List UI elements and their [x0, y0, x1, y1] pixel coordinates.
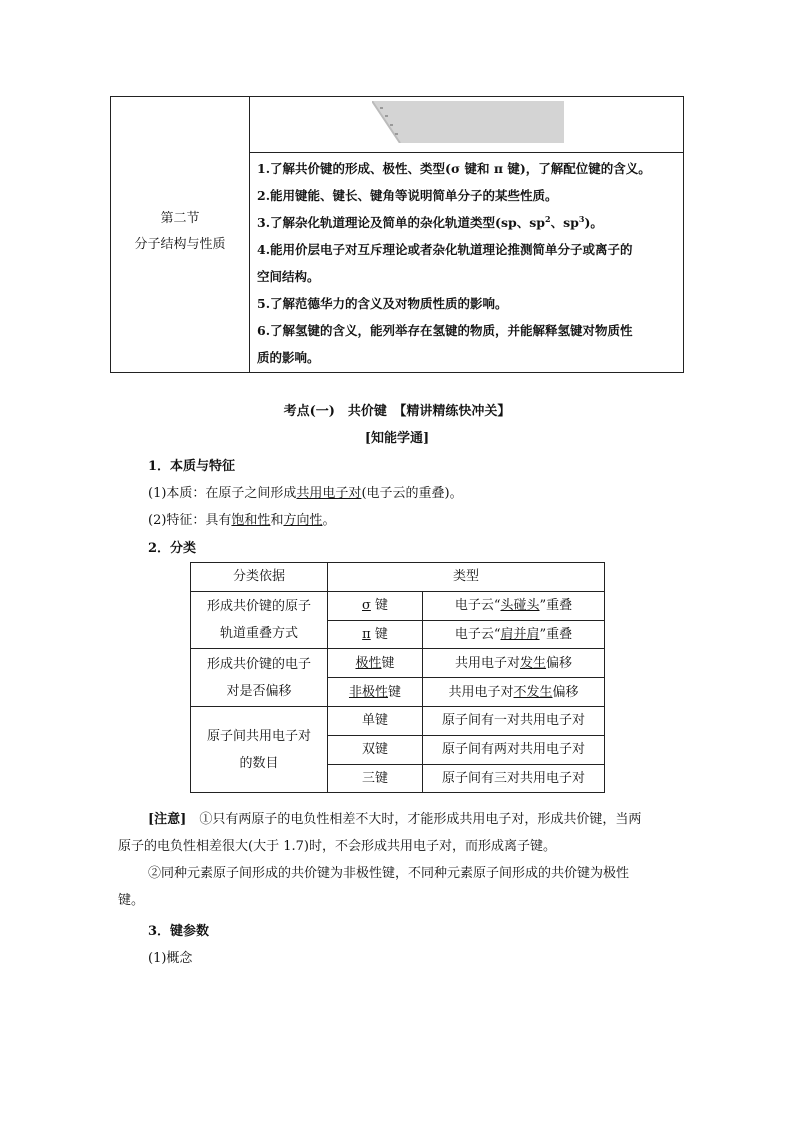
- desc-sigma: 电子云“头碰头”重叠: [423, 591, 605, 620]
- goal-5: 5.了解范德华力的含义及对物质性质的影响。: [257, 296, 508, 311]
- topic-subtitle: [知能学通]: [364, 431, 430, 446]
- section-cell: [111, 97, 250, 372]
- note-block: [118, 806, 678, 914]
- col-type-header: 类型: [328, 563, 605, 592]
- topic-title: 考点(一) 共价键 【精讲精练快冲关】: [283, 404, 511, 419]
- goal-2: 2.能用键能、键长、键角等说明简单分子的某些性质。: [257, 188, 558, 203]
- goal-4: 4.能用价层电子对互斥理论或者杂化轨道理论推测简单分子或离子的: [257, 242, 633, 257]
- desc-pi: 电子云“肩并肩”重叠: [423, 620, 605, 649]
- type-polar: 极性键: [328, 649, 423, 678]
- s3-sub: (1)概念: [148, 951, 193, 966]
- group-electron-shift: 形成共价键的电子 对是否偏移: [191, 649, 328, 707]
- s1-heading: 1．本质与特征: [148, 459, 236, 474]
- s1-feature: (2)特征：具有饱和性和方向性。: [148, 513, 336, 528]
- goal-1: 1.了解共价键的形成、极性、类型(σ 键和 π 键)，了解配位键的含义。: [257, 161, 651, 176]
- type-single: 单键: [328, 706, 423, 735]
- section-number: 第二节: [160, 211, 200, 226]
- desc-double: 原子间有两对共用电子对: [423, 735, 605, 764]
- header-table: [110, 96, 684, 373]
- section-title: 分子结构与性质: [134, 237, 226, 252]
- type-double: 双键: [328, 735, 423, 764]
- goal-4-cont: 空间结构。: [257, 269, 320, 284]
- type-sigma: σ 键: [328, 591, 423, 620]
- group-orbital-overlap: 形成共价键的原子 轨道重叠方式: [191, 591, 328, 649]
- note-2-line-2: 键。: [118, 893, 145, 908]
- type-triple: 三键: [328, 764, 423, 793]
- note-1-line-1: [注意] ①只有两原子的电负性相差不大时，才能形成共用电子对，形成共价键，当两: [148, 812, 642, 827]
- desc-nonpolar: 共用电子对不发生偏移: [423, 678, 605, 707]
- goal-6: 6.了解氢键的含义，能列举存在氢键的物质，并能解释氢键对物质性: [257, 323, 633, 338]
- desc-single: 原子间有一对共用电子对: [423, 706, 605, 735]
- goal-6-cont: 质的影响。: [257, 350, 320, 365]
- classification-table: [190, 562, 605, 793]
- note-2-line-1: ②同种元素原子间形成的共价键为非极性键，不同种元素原子间形成的共价键为极性: [148, 866, 630, 881]
- desc-polar: 共用电子对发生偏移: [423, 649, 605, 678]
- s1-essence: (1)本质：在原子之间形成共用电子对(电子云的重叠)。: [148, 486, 463, 501]
- s3-heading: 3．键参数: [148, 924, 210, 939]
- group-pair-count: 原子间共用电子对 的数目: [191, 706, 328, 792]
- learning-goals: [257, 155, 681, 371]
- col-basis-header: 分类依据: [191, 563, 328, 592]
- s2-heading: 2．分类: [148, 541, 197, 556]
- note-1-line-2: 原子的电负性相差很大(大于 1.7)时，不会形成共用电子对，而形成离子键。: [118, 839, 556, 854]
- desc-triple: 原子间有三对共用电子对: [423, 764, 605, 793]
- type-nonpolar: 非极性键: [328, 678, 423, 707]
- banner-graphic: [372, 101, 564, 143]
- banner-cell: [249, 97, 683, 153]
- type-pi: π 键: [328, 620, 423, 649]
- goal-3: 3.了解杂化轨道理论及简单的杂化轨道类型(sp、$sp^2$、$sp^3$)。: [257, 213, 603, 230]
